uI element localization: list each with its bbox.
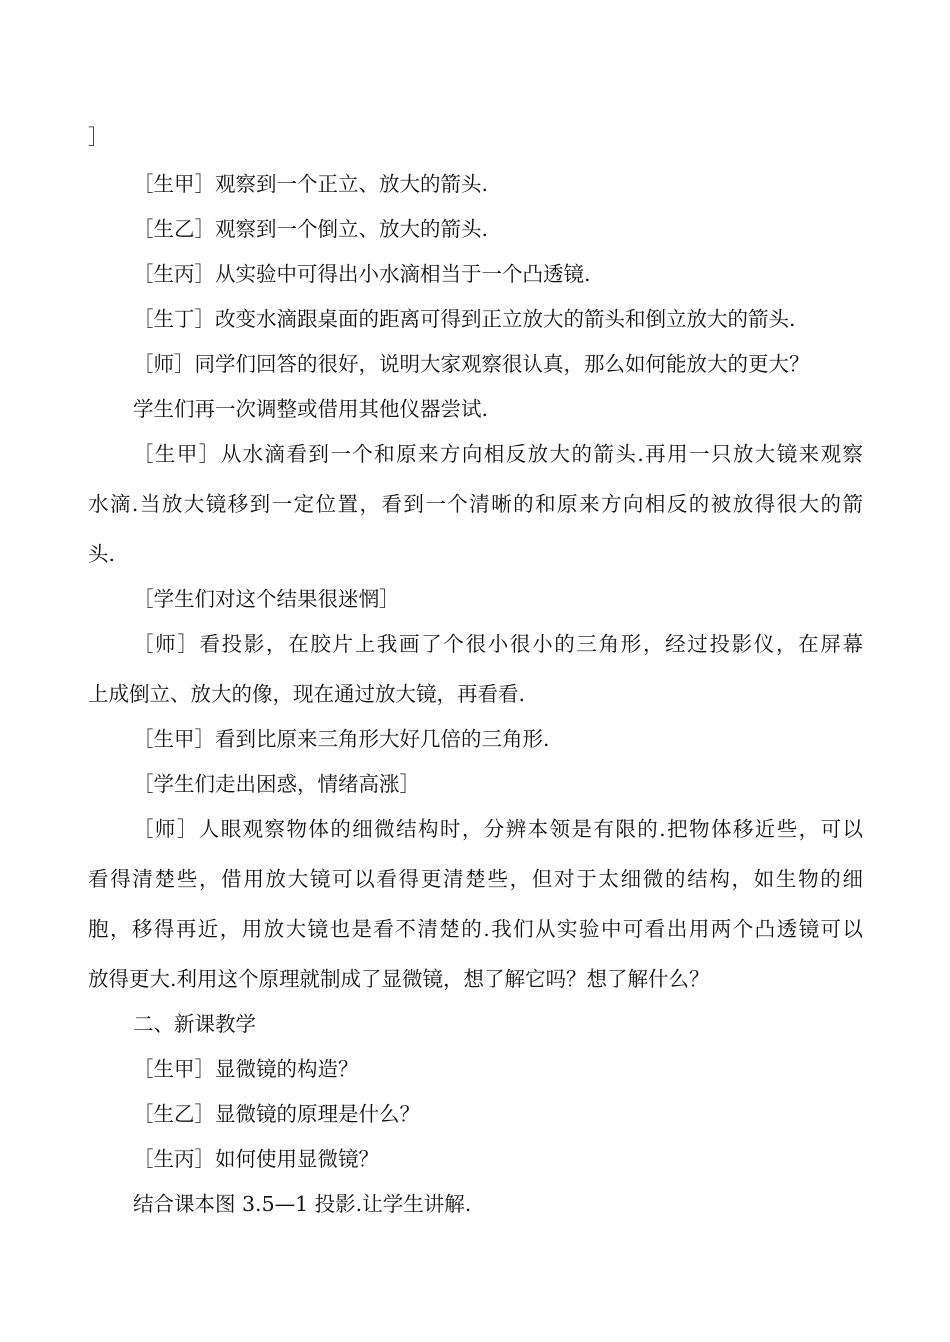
text-line-narration-1: 学生们再一次调整或借用其他仪器尝试.: [133, 397, 489, 421]
text-line-student-a-2-end: 头.: [88, 542, 116, 566]
text-line-teacher-1: ［师］同学们回答的很好，说明大家观察很认真，那么如何能放大的更大？: [133, 352, 810, 376]
text-line-teacher-3-cont-1: 看得清楚些，借用放大镜可以看得更清楚些，但对于太细微的结构，如生物的细: [88, 867, 863, 891]
text-line-student-d-1: ［生丁］改变水滴跟桌面的距离可得到正立放大的箭头和倒立放大的箭头.: [133, 307, 796, 331]
text-line-stage-note-1: ［学生们对这个结果很迷惘］: [133, 587, 400, 611]
text-line-student-a-2: ［生甲］从水滴看到一个和原来方向相反放大的箭头.再用一只放大镜来观察: [133, 442, 863, 466]
section-heading: 二、新课教学: [133, 1012, 256, 1036]
text-line-student-a-1: ［生甲］观察到一个正立、放大的箭头.: [133, 172, 489, 196]
text-line-teacher-2-cont: 上成倒立、放大的像，现在通过放大镜，再看看.: [88, 682, 526, 706]
text-line-closing-bracket: ］: [88, 125, 109, 149]
text-line-student-c-2: ［生丙］如何使用显微镜？: [133, 1147, 379, 1171]
text-line-student-c-1: ［生丙］从实验中可得出小水滴相当于一个凸透镜.: [133, 262, 591, 286]
text-line-teacher-2: ［师］看投影，在胶片上我画了个很小很小的三角形，经过投影仪，在屏幕: [133, 632, 863, 656]
text-line-teacher-3-cont-3: 放得更大.利用这个原理就制成了显微镜，想了解它吗？想了解什么？: [88, 967, 710, 991]
text-line-teacher-3: ［师］人眼观察物体的细微结构时，分辨本领是有限的.把物体移近些，可以: [133, 817, 863, 841]
text-line-student-b-1: ［生乙］观察到一个倒立、放大的箭头.: [133, 217, 489, 241]
text-line-student-a-3: ［生甲］看到比原来三角形大好几倍的三角形.: [133, 727, 550, 751]
text-line-narration-2: 结合课本图 3.5—1 投影.让学生讲解.: [133, 1192, 472, 1216]
text-line-student-a-2-cont: 水滴.当放大镜移到一定位置，看到一个清晰的和原来方向相反的被放得很大的箭: [88, 492, 863, 516]
text-line-teacher-3-cont-2: 胞，移得再近，用放大镜也是看不清楚的.我们从实验中可看出用两个凸透镜可以: [88, 917, 863, 941]
text-line-student-b-2: ［生乙］显微镜的原理是什么？: [133, 1102, 420, 1126]
text-line-stage-note-2: ［学生们走出困惑，情绪高涨］: [133, 772, 420, 796]
text-line-student-a-4: ［生甲］显微镜的构造？: [133, 1057, 359, 1081]
